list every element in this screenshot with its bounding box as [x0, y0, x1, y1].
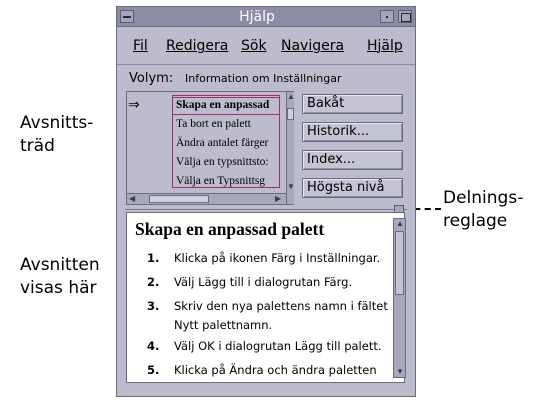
scroll-thumb[interactable]: [149, 195, 209, 203]
topics-shown-callout: [20, 254, 100, 300]
callout-line: Avsnitts-: [20, 113, 94, 133]
scroll-down-icon[interactable]: ▼: [287, 182, 295, 191]
menu-help[interactable]: Hjälp: [367, 38, 403, 54]
topic-tree-callout: [20, 112, 93, 158]
scroll-left-icon[interactable]: ◀: [129, 194, 136, 203]
topic-title: Skapa en anpassad palett: [135, 219, 325, 239]
menu-edit[interactable]: Redigera: [166, 38, 229, 54]
step-text: Välj Lägg till i dialogrutan Färg.: [174, 275, 353, 289]
scroll-down-icon[interactable]: ▼: [396, 367, 404, 376]
tree-item-label: Välja en Typsnittsg: [176, 175, 266, 187]
content-vertical-scrollbar[interactable]: [393, 218, 406, 378]
step-number: 5.: [147, 363, 160, 377]
tree-vertical-scrollbar[interactable]: [286, 92, 294, 204]
callout-line: reglage: [443, 211, 508, 231]
step-number: 3.: [147, 299, 160, 313]
scroll-thumb[interactable]: [395, 231, 404, 295]
menu-file[interactable]: Fil: [133, 38, 148, 54]
selected-arrow-icon: ⇒: [128, 96, 140, 112]
menu-bar: [117, 28, 415, 65]
callout-line: visas här: [20, 278, 97, 298]
topic-content: [126, 212, 405, 383]
minimize-icon[interactable]: [380, 10, 394, 23]
volume-label: Volym:: [129, 71, 174, 86]
callout-line: Avsnitten: [20, 255, 100, 275]
help-window: [116, 6, 416, 397]
step-number: 2.: [147, 275, 160, 289]
tree-item[interactable]: [127, 172, 287, 192]
tree-horizontal-scrollbar[interactable]: [127, 193, 286, 204]
tree-item[interactable]: [127, 115, 287, 135]
window-menu-icon[interactable]: [120, 10, 134, 23]
scroll-right-icon[interactable]: ▶: [275, 194, 282, 203]
volume-value: Information om Inställningar: [185, 72, 342, 85]
step-text: Skriv den nya palettens namn i fältet Nytt palettnamn.: [174, 299, 388, 332]
tree-item-label: Skapa en anpassad: [176, 99, 270, 111]
scroll-up-icon[interactable]: ▲: [396, 219, 404, 228]
step-text: Välj OK i dialogrutan Lägg till palett.: [174, 339, 382, 353]
tree-item-label: Välja en typsnittsto:: [176, 156, 269, 168]
tree-item-label: Ändra antalet färger: [176, 137, 269, 149]
step-text: Klicka på Ändra och ändra paletten: [174, 363, 377, 377]
maximize-icon[interactable]: [398, 10, 412, 23]
tree-item[interactable]: [127, 134, 287, 154]
history-button[interactable]: Historik...: [302, 122, 403, 142]
back-button[interactable]: Bakåt: [302, 94, 403, 114]
splitter-callout: [443, 187, 523, 233]
topic-tree[interactable]: [126, 91, 294, 205]
step-number: 1.: [147, 251, 160, 265]
tree-item[interactable]: [127, 96, 287, 116]
callout-line: träd: [20, 136, 55, 156]
step-text: Klicka på ikonen Färg i Inställningar.: [174, 251, 381, 265]
step-number: 4.: [147, 339, 160, 353]
menu-search[interactable]: Sök: [241, 38, 267, 54]
scroll-up-icon[interactable]: ▲: [287, 92, 295, 101]
callout-line: Delnings-: [443, 188, 524, 208]
tree-item-label: Ta bort en palett: [176, 118, 251, 130]
title-bar[interactable]: [117, 7, 415, 27]
tree-item[interactable]: [127, 153, 287, 173]
window-title: Hjälp: [239, 9, 275, 25]
pane-divider: [125, 209, 407, 211]
scroll-thumb[interactable]: [287, 108, 294, 120]
index-button[interactable]: Index...: [302, 150, 403, 170]
top-level-button[interactable]: Högsta nivå: [302, 178, 403, 198]
menu-navigate[interactable]: Navigera: [281, 38, 345, 54]
